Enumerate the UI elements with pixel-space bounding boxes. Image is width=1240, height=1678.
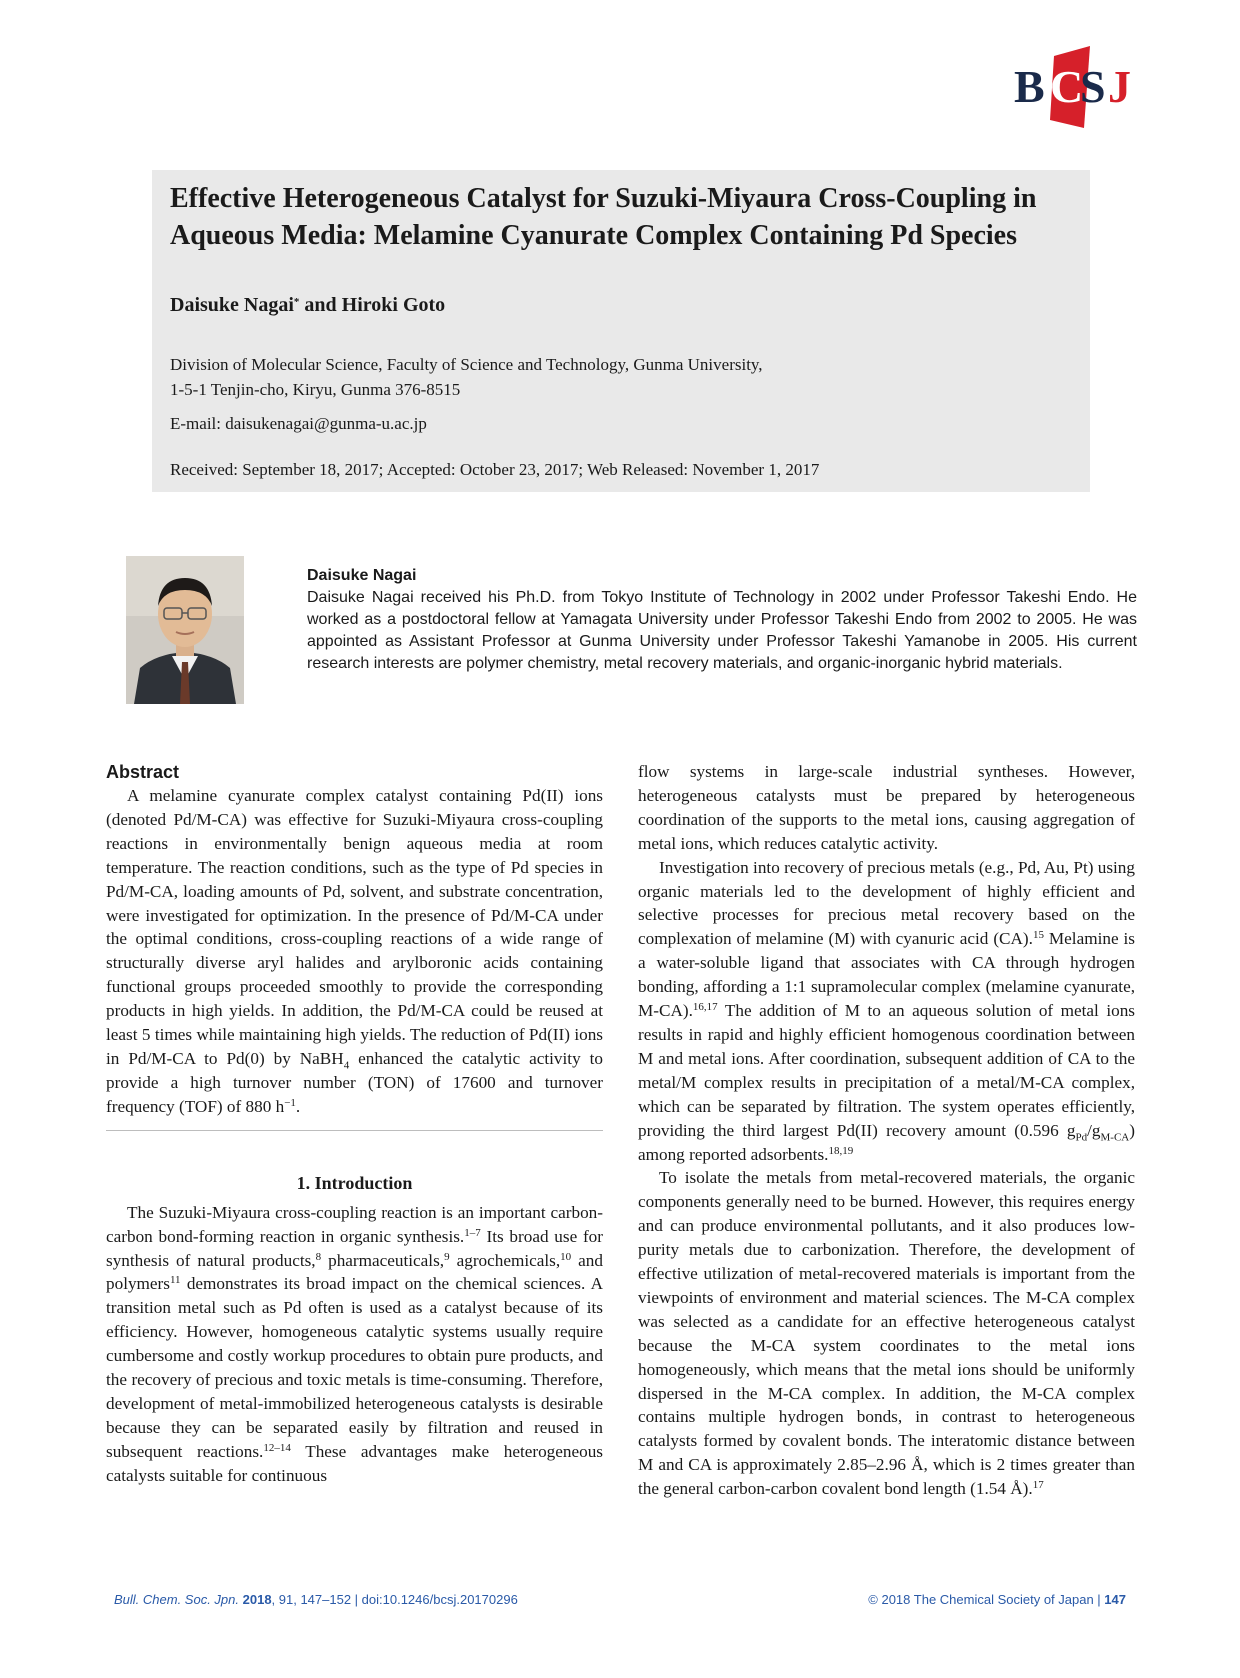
page-number: 147 — [1104, 1592, 1126, 1607]
article-title: Effective Heterogeneous Catalyst for Suzuki-Miyaura Cross-Coupling in Aqueous Media: Melamine Cyanurate Complex Containing Pd Species — [170, 183, 1037, 251]
section-heading-introduction: 1. Introduction — [296, 1172, 413, 1193]
bio-name: Daisuke Nagai — [307, 567, 417, 584]
right-column — [638, 760, 1135, 1501]
author-biography — [307, 565, 1137, 675]
ref-link[interactable]: 17 — [1032, 1479, 1044, 1492]
citation-details[interactable]: , 91, 147–152 | doi:10.1246/bcsj.20170296 — [271, 1592, 518, 1607]
logo-letter-c: C — [1050, 61, 1084, 112]
corresponding-mark: * — [293, 296, 300, 308]
affiliation — [170, 352, 1050, 402]
abstract-paragraph: A melamine cyanurate complex catalyst containing Pd(II) ions (denoted Pd/M-CA) was effective for Suzuki-Miyaura cross-coupling reactions in environmentally benign aqueous media at room temperature. The reaction conditions, such as the type of Pd species in Pd/M-CA, loading amounts of Pd, solvent, and substrate concentration, were investigated for optimization. In the presence of Pd/M-CA under the optimal conditions, cross-coupling reactions of a wide range of structurally diverse aryl halides and arylboronic acids containing functional groups proceeded smoothly to provide the corresponding products in high yields. In addition, the Pd/M-CA could be reused at least 5 times while maintaining high yields. The reduction of Pd(II) ions in Pd/M-CA to Pd(0) by NaBH$_4$ enhanced the catalytic activity to provide a high turnover number (TON) of 17600 and turnover frequency (TOF) of 880 $h^{-1}$. — [106, 786, 603, 1116]
affiliation-line-2: 1-5-1 Tenjin-cho, Kiryu, Gunma 376-8515 — [170, 380, 461, 399]
article-header — [152, 170, 1090, 492]
ref-link[interactable]: 9 — [444, 1250, 450, 1263]
author-email[interactable]: E-mail: daisukenagai@gunma-u.ac.jp — [170, 414, 427, 433]
ref-link[interactable]: 15 — [1032, 929, 1044, 942]
ref-link[interactable]: 10 — [560, 1250, 572, 1263]
ref-link[interactable]: 11 — [169, 1274, 181, 1287]
footer-citation — [114, 1592, 518, 1607]
journal-year: 2018 — [242, 1592, 272, 1607]
ref-link[interactable]: 16,17 — [692, 1001, 718, 1014]
abstract-heading: Abstract — [106, 762, 180, 782]
copyright-text: © 2018 The Chemical Society of Japan | — [868, 1592, 1105, 1607]
ref-link[interactable]: 18,19 — [828, 1144, 854, 1157]
publication-dates: Received: September 18, 2017; Accepted: October 23, 2017; Web Released: November 1, 2017 — [170, 460, 820, 479]
logo-letter-s: S — [1080, 61, 1106, 112]
intro-continued-paragraph: flow systems in large-scale industrial syntheses. However, heterogeneous catalysts must be prepared by heterogeneous coordination of the supports to the metal ions, causing aggregation of metal ions, which reduces catalytic activity. — [638, 762, 1135, 853]
abstract-divider — [106, 1130, 603, 1131]
logo-letter-j: J — [1108, 61, 1131, 112]
intro-paragraph-2: Investigation into recovery of precious metals (e.g., Pd, Au, Pt) using organic materials led to the development of highly efficient and selective processes for precious metal recovery based on the complexation of melamine (M) with cyanuric acid (CA).$^{15}$ Melamine is a water-soluble ligand that associates with CA through hydrogen bonding, affording a 1:1 supramolecular complex (melamine cyanurate, M-CA).$^{16,17}$ The addition of M to an aqueous solution of metal ions results in rapid and highly efficient homogenous coordination between M and metal ions. After coordination, subsequent addition of CA to the metal/M complex results in precipitation of a metal/M-CA complex, which can be separated by filtration. The system operates efficiently, providing the third largest Pd(II) recovery amount (0.596 $g_{Pd}/g_{M-CA}$) among reported adsorbents.$^{18,19}$ — [638, 857, 1135, 1164]
author-list — [170, 294, 445, 317]
affiliation-line-1: Division of Molecular Science, Faculty of Science and Technology, Gunma University, — [170, 355, 763, 374]
bio-paragraph: Daisuke Nagai received his Ph.D. from Tokyo Institute of Technology in 2002 under Professor Takeshi Endo. He worked as a postdoctoral fellow at Yamagata University under Professor Takeshi Endo from 2002 to 2005. He was appointed as Assistant Professor at Gunma University under Professor Takeshi Yamanobe in 2005. His current research interests are polymer chemistry, metal recovery materials, and organic-inorganic hybrid materials. — [307, 589, 1137, 672]
journal-name: Bull. Chem. Soc. Jpn. — [114, 1592, 239, 1607]
ref-link[interactable]: 12–14 — [263, 1441, 291, 1454]
author-photo — [126, 556, 244, 704]
intro-paragraph-3: To isolate the metals from metal-recovered materials, the organic components generally need to be burned. However, this requires energy and can produce environmental pollutants, and it also produces low-purity metals due to carbonization. Therefore, the development of effective utilization of metal-recovered materials is important from the viewpoints of environment and material sciences. The M-CA complex was selected as a candidate for an effective heterogeneous catalyst because the M-CA system coordinates to the metal ions homogeneously, which means that the metal ions should be uniformly dispersed in the M-CA complex. In addition, the M-CA complex contains multiple hydrogen bonds, in contrast to heterogeneous catalysts formed by covalent bonds. The interatomic distance between M and CA is approximately 2.85–2.96 Å, which is 2 times greater than the general carbon-carbon covalent bond length (1.54 Å).$^{17}$ — [638, 1168, 1135, 1499]
introduction-paragraph: The Suzuki-Miyaura cross-coupling reaction is an important carbon-carbon bond-forming reaction in organic synthesis.$^{1-7}$ Its broad use for synthesis of natural products,$^8$ pharmaceuticals,$^9$ agrochemicals,$^{10}$ and polymers$^{11}$ demonstrates its broad impact on the chemical sciences. A transition metal such as Pd often is used as a catalyst because of its efficiency. However, homogeneous catalytic systems usually require cumbersome and costly workup procedures to obtain pure products, and the recovery of precious and toxic metals is time-consuming. Therefore, development of metal-immobilized heterogeneous catalysts is desirable because they can be separated easily by filtration and reused in subsequent reactions.$^{12-14}$ These advantages make heterogeneous catalysts suitable for continuous — [106, 1202, 603, 1485]
footer-copyright — [868, 1592, 1126, 1607]
bcsj-logo-graphic — [1010, 42, 1138, 130]
left-column — [106, 760, 603, 1488]
logo-letter-b: B — [1014, 61, 1045, 112]
ref-link[interactable]: 1–7 — [464, 1226, 481, 1239]
author-goto: and Hiroki Goto — [299, 294, 446, 316]
bcsj-logo — [1010, 42, 1138, 130]
ref-link[interactable]: 8 — [315, 1250, 322, 1263]
author-photo-graphic — [126, 556, 244, 704]
author-nagai: Daisuke Nagai — [170, 294, 294, 316]
